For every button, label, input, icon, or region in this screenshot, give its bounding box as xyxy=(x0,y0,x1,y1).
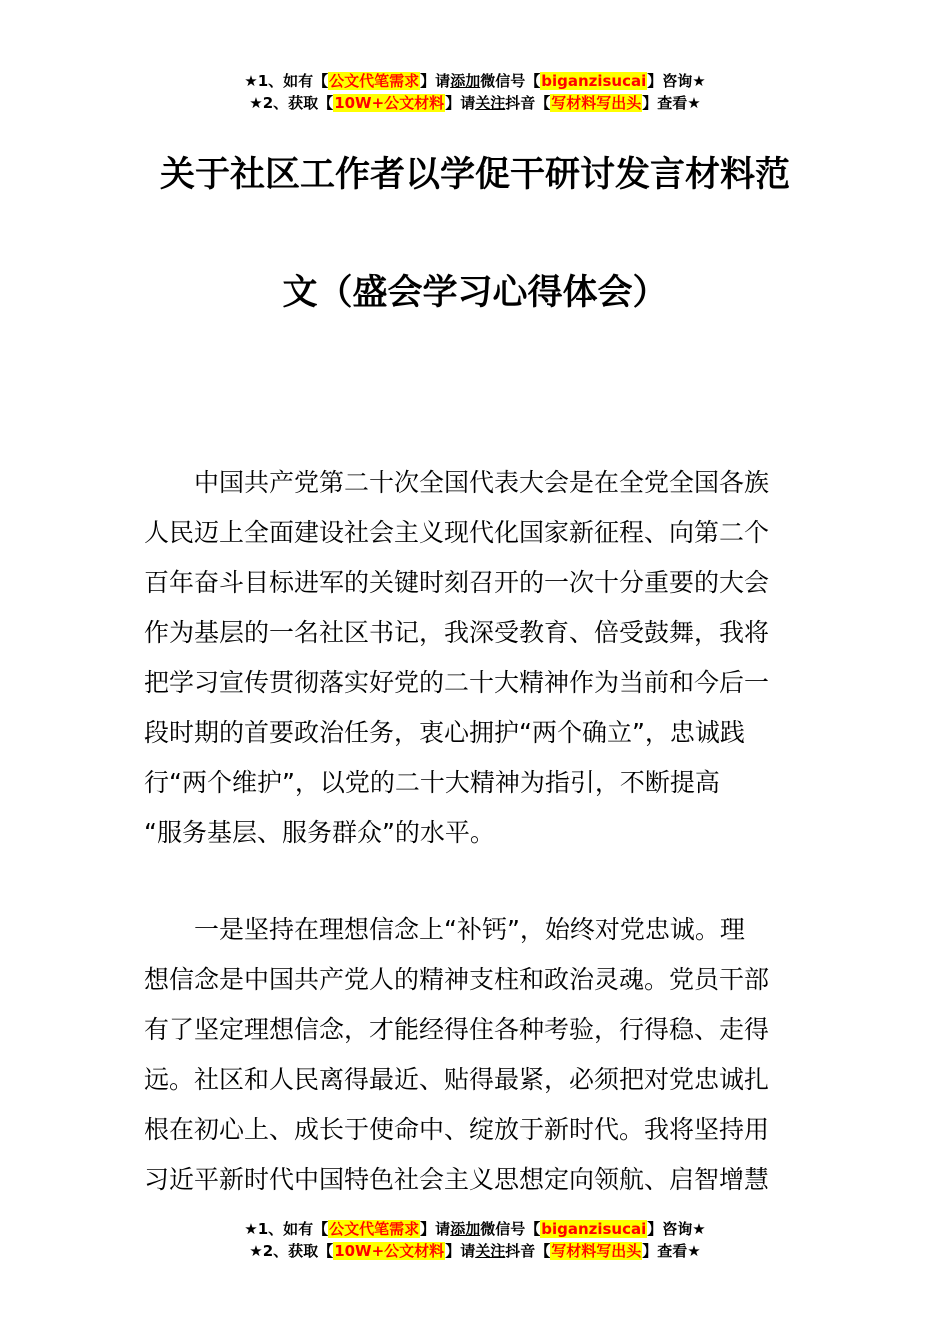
banner-underline: 关注 xyxy=(475,1242,506,1260)
banner-highlight: biganzisucai xyxy=(541,72,647,90)
banner-text: 】请 xyxy=(420,72,451,90)
banner-highlight: 公文代笔需求 xyxy=(329,72,420,90)
banner-underline: 添加 xyxy=(450,1220,481,1238)
banner-text: 】查看★ xyxy=(642,94,701,112)
paragraph-line: “服务基层、服务群众”的水平。 xyxy=(144,818,495,847)
paragraph-line: 把学习宣传贯彻落实好党的二十大精神作为当前和今后一 xyxy=(144,668,770,697)
banner-line-1 xyxy=(0,1218,950,1240)
banner-text: 】请 xyxy=(420,1220,451,1238)
footer-banner xyxy=(0,1218,950,1262)
banner-underline: 添加 xyxy=(450,72,481,90)
paragraph-2 xyxy=(144,905,808,1205)
paragraph-line: 远。社区和人民离得最近、贴得最紧，必须把对党忠诚扎 xyxy=(144,1065,770,1094)
paragraph-line: 行“两个维护”，以党的二十大精神为指引，不断提高 xyxy=(144,768,720,797)
banner-text: 】请 xyxy=(445,1242,476,1260)
banner-line-1 xyxy=(0,70,950,92)
paragraph-line: 根在初心上、成长于使命中、绽放于新时代。我将坚持用 xyxy=(144,1115,770,1144)
banner-text: 抖音【 xyxy=(505,1242,551,1260)
banner-text: 】请 xyxy=(445,94,476,112)
banner-text: 】咨询★ xyxy=(647,1220,706,1238)
banner-underline: 关注 xyxy=(475,94,506,112)
banner-text: ★2、获取【 xyxy=(249,1242,334,1260)
header-banner xyxy=(0,70,950,114)
banner-text: ★1、如有【 xyxy=(244,1220,329,1238)
banner-text: ★1、如有【 xyxy=(244,72,329,90)
paragraph-line: 百年奋斗目标进军的关键时刻召开的一次十分重要的大会 xyxy=(144,568,770,597)
paragraph-line: 想信念是中国共产党人的精神支柱和政治灵魂。党员干部 xyxy=(144,965,770,994)
banner-highlight: 写材料写出头 xyxy=(551,1242,642,1260)
paragraph-line: 习近平新时代中国特色社会主义思想定向领航、启智增慧 xyxy=(144,1165,770,1194)
paragraph-line: 作为基层的一名社区书记，我深受教育、倍受鼓舞，我将 xyxy=(144,618,770,647)
paragraph-line: 一是坚持在理想信念上“补钙”，始终对党忠诚。理 xyxy=(144,915,745,944)
document-title-line-1: 关于社区工作者以学促干研讨发言材料范 xyxy=(159,155,790,195)
banner-line-2 xyxy=(0,1240,950,1262)
banner-highlight: 写材料写出头 xyxy=(551,94,642,112)
banner-highlight: 公文代笔需求 xyxy=(329,1220,420,1238)
banner-line-2 xyxy=(0,92,950,114)
banner-text: 抖音【 xyxy=(505,94,551,112)
banner-text: 微信号【 xyxy=(480,1220,541,1238)
banner-text: ★2、获取【 xyxy=(249,94,334,112)
banner-highlight: biganzisucai xyxy=(541,1220,647,1238)
paragraph-line: 有了坚定理想信念，才能经得住各种考验，行得稳、走得 xyxy=(144,1015,770,1044)
paragraph-line: 人民迈上全面建设社会主义现代化国家新征程、向第二个 xyxy=(144,518,770,547)
banner-text: 】咨询★ xyxy=(647,72,706,90)
banner-highlight: 10W+公文材料 xyxy=(334,1242,445,1260)
banner-text: 】查看★ xyxy=(642,1242,701,1260)
banner-text: 微信号【 xyxy=(480,72,541,90)
paragraph-1 xyxy=(144,458,808,858)
banner-highlight: 10W+公文材料 xyxy=(334,94,445,112)
document-title-line-2: 文（盛会学习心得体会） xyxy=(282,273,668,313)
paragraph-line: 段时期的首要政治任务，衷心拥护“两个确立”，忠诚践 xyxy=(144,718,745,747)
paragraph-line: 中国共产党第二十次全国代表大会是在全党全国各族 xyxy=(144,468,770,497)
